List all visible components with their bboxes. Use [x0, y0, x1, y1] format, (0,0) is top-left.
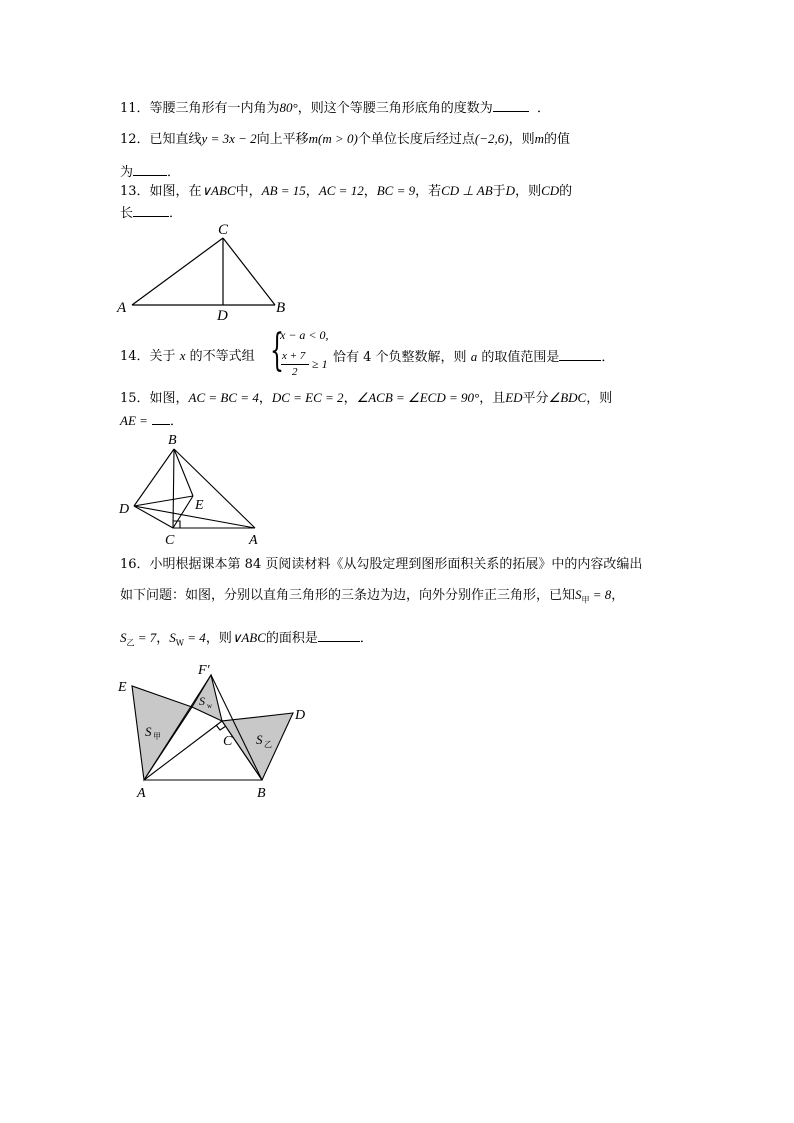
- q15-cond1: AC = BC = 4: [188, 390, 259, 405]
- q12-m: m(m > 0): [308, 131, 358, 146]
- q15-sep1: ，: [258, 391, 272, 406]
- q16-text-3: 的面积是: [265, 631, 318, 646]
- q14-text: 14．关于: [120, 349, 176, 364]
- q13-text-3: ，若: [415, 184, 442, 199]
- q13-end: ．: [169, 206, 183, 221]
- q14-a: a: [470, 349, 478, 364]
- q15-text-2: ，且: [479, 391, 506, 406]
- fig15-label-e: E: [195, 498, 204, 513]
- q14-answer-blank[interactable]: [559, 347, 601, 361]
- q15-bdc: ∠BDC: [548, 390, 587, 405]
- fig13-side-ac: [132, 238, 223, 305]
- q14-text-4: 的取值范围是: [481, 350, 560, 365]
- q16-s-yi-val: = 7: [134, 630, 157, 645]
- fig15-label-d: D: [119, 502, 130, 517]
- q14-numerator: x + 7: [282, 350, 306, 362]
- fig16-right-angle-mark: [216, 725, 226, 730]
- fig15-seg-ba: [174, 449, 255, 528]
- q11-angle: 80°: [279, 100, 298, 115]
- q16-sep2: ，: [156, 631, 170, 646]
- q16-answer-blank[interactable]: [318, 628, 360, 642]
- fig13-label-a: A: [117, 300, 127, 316]
- fig16-label-c: C: [223, 734, 233, 749]
- fig15-label-c: C: [165, 533, 175, 548]
- q13-perp: CD ⊥ AB: [441, 183, 493, 198]
- q16-end: ．: [359, 631, 373, 646]
- q12-line2-text: 为: [120, 165, 134, 180]
- fig15-seg-de: [134, 496, 193, 506]
- figure-15: [115, 430, 265, 548]
- figure-13: [115, 218, 295, 326]
- q15-cond3: ∠ACB = ∠ECD = 90°: [356, 390, 480, 405]
- q16-s-w-sub: W: [175, 638, 185, 648]
- q12-text-3: 个单位长度后经过点: [357, 132, 475, 147]
- q13-text-2: 中，: [235, 184, 262, 199]
- q13-text-5: ，则: [515, 184, 542, 199]
- question-12: [120, 130, 570, 149]
- fig15-label-b: B: [168, 433, 177, 448]
- q14-text-2: 的不等式组: [189, 349, 255, 364]
- q16-s-jia: S: [575, 587, 582, 602]
- q15-text-3: 平分: [522, 391, 549, 406]
- q13-text-4: 于: [492, 184, 506, 199]
- fig16-label-d: D: [295, 708, 306, 723]
- question-14-tail: [333, 347, 614, 367]
- q11-end: ．: [537, 101, 551, 116]
- q11-text-2: ，则这个等腰三角形底角的度数为: [297, 101, 493, 116]
- q16-s-w-val: = 4: [184, 630, 206, 645]
- q12-m2: m: [534, 131, 544, 146]
- q16-line2-text: 如下问题：如图，分别以直角三角形的三条边为边，向外分别作正三角形，已知: [120, 588, 576, 603]
- q12-point: (−2,6): [474, 131, 509, 146]
- q13-text: 13．如图，在: [120, 184, 202, 199]
- fig15-seg-ec: [173, 496, 193, 528]
- fig16-label-b: B: [257, 786, 266, 801]
- fig16-label-f: F′: [198, 663, 210, 678]
- fig13-label-c: C: [218, 222, 229, 238]
- q13-sep2: ，: [363, 184, 377, 199]
- q16-text-2: ，则: [205, 631, 232, 646]
- q16-s-yi: S: [120, 630, 127, 645]
- q13-line2-text: 长: [120, 206, 134, 221]
- q14-inequality-1: x − a < 0,: [280, 328, 329, 342]
- question-15-line2: [120, 411, 183, 431]
- fig16-label-s-w: S: [199, 694, 205, 708]
- q13-ac: AC = 12: [318, 183, 364, 198]
- fig16-label-e: E: [118, 680, 127, 695]
- question-13: [120, 182, 572, 201]
- q12-text: 12．已知直线: [120, 132, 202, 147]
- question-15: [120, 389, 612, 408]
- fig15-seg-be: [174, 449, 193, 496]
- q12-answer-blank[interactable]: [133, 162, 167, 176]
- fig15-seg-bc: [173, 449, 174, 528]
- q12-equation: y = 3x − 2: [201, 131, 257, 146]
- q15-answer-blank[interactable]: [152, 411, 170, 425]
- fig16-label-s-jia: S: [145, 724, 152, 739]
- q16-triangle: ∨ABC: [231, 630, 266, 645]
- q16-s-jia-val: = 8: [589, 587, 612, 602]
- fig16-label-s-yi-sub: 乙: [264, 740, 272, 749]
- fig16-label-s-w-sub: w: [207, 702, 213, 710]
- q13-triangle: ∨ABC: [201, 183, 236, 198]
- q13-d: D: [505, 183, 516, 198]
- q16-s-jia-sub: 甲: [581, 595, 590, 605]
- fig13-label-b: B: [276, 300, 286, 316]
- q16-s-yi-sub: 乙: [126, 638, 135, 648]
- q15-end: ．: [170, 414, 184, 429]
- figure-16: [115, 660, 315, 802]
- fig15-seg-bd: [134, 449, 174, 506]
- question-16-line3: [120, 628, 373, 653]
- question-12-line2: [120, 162, 180, 182]
- q13-ab: AB = 15: [261, 183, 306, 198]
- q14-denominator: 2: [292, 366, 298, 378]
- fig16-label-a: A: [137, 786, 146, 801]
- question-14: [120, 347, 255, 366]
- q12-end: ．: [167, 165, 181, 180]
- q15-text: 15．如图，: [120, 391, 189, 406]
- q15-text-4: ，则: [586, 391, 613, 406]
- q11-text: 11．等腰三角形有一内角为: [120, 101, 280, 116]
- q11-answer-blank[interactable]: [493, 98, 529, 112]
- q12-text-2: 向上平移: [256, 132, 309, 147]
- q13-bc: BC = 9: [376, 183, 416, 198]
- q12-text-4: ，则: [508, 132, 535, 147]
- q14-brace: {: [270, 325, 284, 376]
- q14-fraction-bar: [281, 364, 309, 365]
- q15-ed: ED: [505, 390, 523, 405]
- q14-text-3: 恰有 4 个负整数解，则: [333, 350, 467, 365]
- fig13-side-bc: [223, 238, 275, 305]
- q14-ge: ≥ 1: [312, 357, 328, 371]
- q14-x: x: [179, 348, 186, 363]
- q13-answer-blank[interactable]: [133, 203, 169, 217]
- q14-end: ．: [601, 350, 615, 365]
- fig16-label-s-jia-sub: 甲: [153, 732, 161, 741]
- q15-cond2: DC = EC = 2: [271, 390, 344, 405]
- fig16-label-s-yi: S: [256, 732, 263, 747]
- q15-sep2: ，: [343, 391, 357, 406]
- q15-ae: AE =: [120, 413, 148, 428]
- question-16-line2: [120, 586, 624, 610]
- fig15-label-a: A: [249, 533, 258, 548]
- q16-sep: ，: [611, 588, 625, 603]
- fig13-label-d: D: [217, 308, 228, 324]
- q16-line1: 16．小明根据课本第 84 页阅读材料《从勾股定理到图形面积关系的拓展》中的内容改编出: [120, 557, 643, 572]
- q13-cd: CD: [541, 183, 560, 198]
- q13-sep1: ，: [305, 184, 319, 199]
- question-16: [120, 556, 642, 574]
- q14-inequality-system: [270, 326, 340, 384]
- q13-text-6: 的: [559, 184, 573, 199]
- q16-s-w: S: [169, 630, 176, 645]
- question-11: [120, 98, 550, 118]
- q12-text-5: 的值: [543, 132, 570, 147]
